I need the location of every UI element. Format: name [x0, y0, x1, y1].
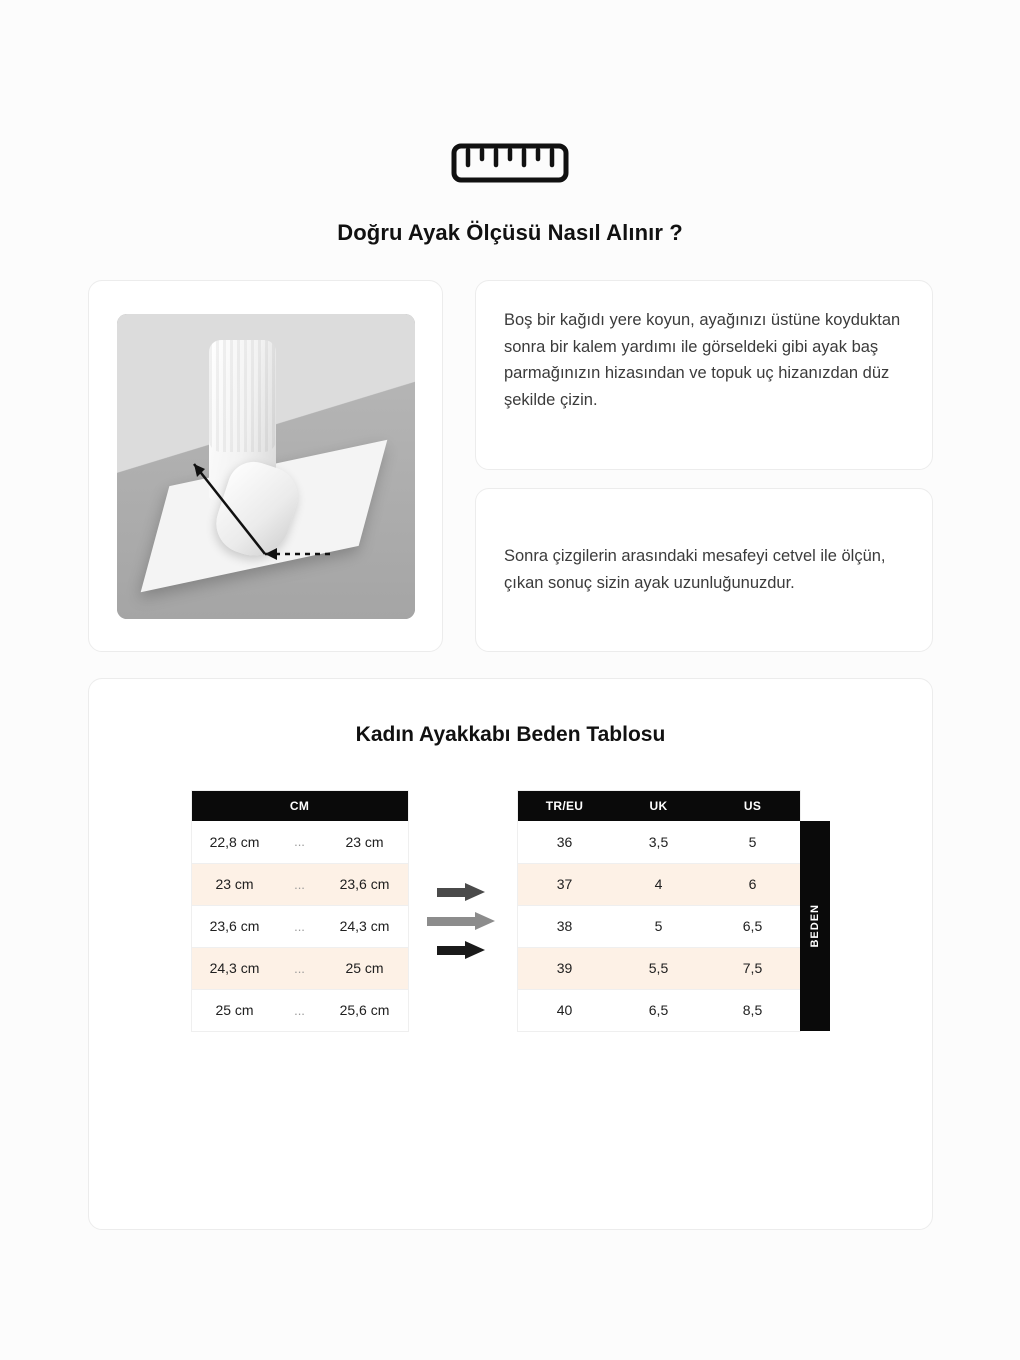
size-uk: 6,5 — [612, 989, 706, 1031]
size-tr-eu: 38 — [518, 905, 612, 947]
arrows-group — [408, 791, 518, 959]
cm-separator: ... — [278, 821, 322, 863]
size-us: 7,5 — [706, 947, 800, 989]
photo-measure-arrow-icon — [117, 314, 415, 619]
size-uk: 4 — [612, 863, 706, 905]
beden-label-text: BEDEN — [808, 904, 821, 948]
size-us: 5 — [706, 821, 800, 863]
table-row — [192, 989, 408, 1031]
size-us: 6,5 — [706, 905, 800, 947]
cm-header: CM — [192, 791, 408, 821]
table-row — [518, 863, 800, 905]
size-us: 8,5 — [706, 989, 800, 1031]
ruler-icon-container — [0, 140, 1020, 186]
size-header-tr-eu: TR/EU — [518, 791, 612, 821]
page-title: Doğru Ayak Ölçüsü Nasıl Alınır ? — [337, 220, 683, 245]
cm-to: 23 cm — [322, 821, 408, 863]
cm-from: 22,8 cm — [192, 821, 278, 863]
table-row — [192, 905, 408, 947]
arrow-right-icon — [427, 912, 499, 930]
table-row — [192, 947, 408, 989]
table-row — [518, 989, 800, 1031]
size-tr-eu: 39 — [518, 947, 612, 989]
table-row — [518, 821, 800, 863]
cm-to: 23,6 cm — [322, 863, 408, 905]
size-us: 6 — [706, 863, 800, 905]
size-header-us: US — [706, 791, 800, 821]
instruction-card-1: Boş bir kağıdı yere koyun, ayağınızı üstüne koyduktan sonra bir kalem yardımı ile görseldeki gibi ayak baş parmağınızın hizasından ve topuk uç hizanızdan düz şekilde çizin. — [475, 280, 933, 470]
cm-to: 25,6 cm — [322, 989, 408, 1031]
cm-separator: ... — [278, 905, 322, 947]
instruction-card-2-text: Sonra çizgilerin arasındaki mesafeyi cetvel ile ölçün, çıkan sonuç sizin ayak uzunluğunuzdur. — [504, 547, 886, 592]
instruction-text-column — [475, 280, 933, 652]
instructions-row — [88, 280, 933, 652]
size-tr-eu: 37 — [518, 863, 612, 905]
size-tr-eu: 36 — [518, 821, 612, 863]
table-row — [518, 905, 800, 947]
cm-to: 25 cm — [322, 947, 408, 989]
table-row — [192, 821, 408, 863]
table-row — [518, 947, 800, 989]
size-uk: 5,5 — [612, 947, 706, 989]
size-tables-wrapper — [146, 791, 876, 1031]
measurement-photo-card — [88, 280, 443, 652]
cm-separator: ... — [278, 989, 322, 1031]
cm-separator: ... — [278, 863, 322, 905]
cm-table-header-row — [192, 791, 408, 821]
beden-vertical-label — [800, 821, 830, 1031]
size-uk: 3,5 — [612, 821, 706, 863]
cm-from: 25 cm — [192, 989, 278, 1031]
cm-from: 23 cm — [192, 863, 278, 905]
size-table-title: Kadın Ayakkabı Beden Tablosu — [355, 723, 666, 746]
arrow-right-icon — [437, 941, 489, 959]
measurement-photo — [117, 314, 415, 619]
size-header-uk: UK — [612, 791, 706, 821]
cm-separator: ... — [278, 947, 322, 989]
cm-table — [192, 791, 408, 1031]
cm-from: 23,6 cm — [192, 905, 278, 947]
cm-to: 24,3 cm — [322, 905, 408, 947]
size-tr-eu: 40 — [518, 989, 612, 1031]
size-table-header-row — [518, 791, 800, 821]
cm-from: 24,3 cm — [192, 947, 278, 989]
arrow-right-icon — [437, 883, 489, 901]
ruler-icon — [450, 140, 570, 186]
table-row — [192, 863, 408, 905]
size-table-card — [88, 678, 933, 1230]
size-uk: 5 — [612, 905, 706, 947]
size-table — [518, 791, 800, 1031]
instruction-card-2 — [475, 488, 933, 652]
